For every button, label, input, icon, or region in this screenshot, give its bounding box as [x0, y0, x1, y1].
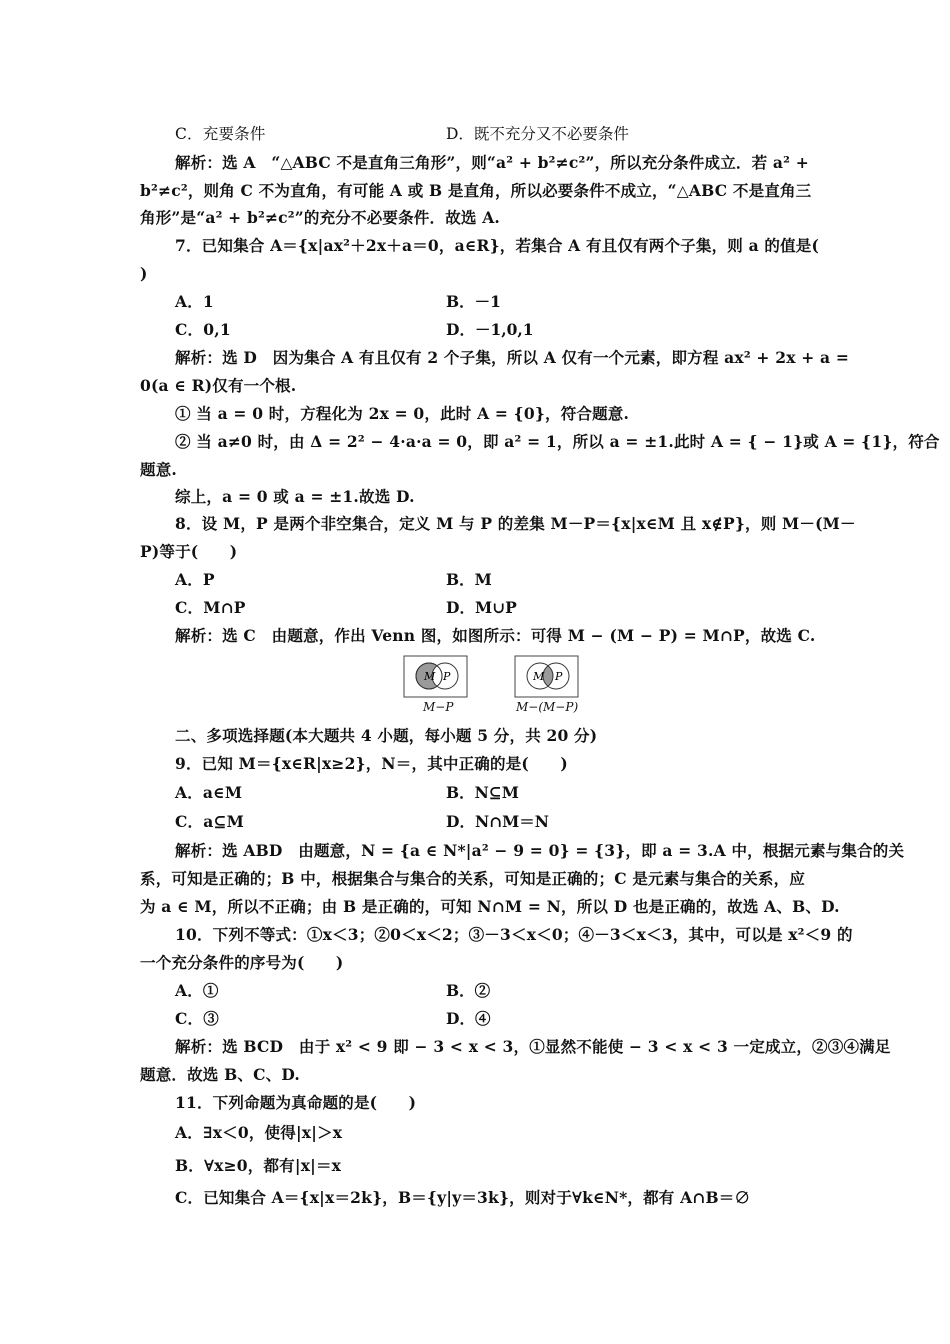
question-10-line-1: 10．下列不等式：①x＜3；②0＜x＜2；③－3＜x＜0；④－3＜x＜3，其中，可以是 x²＜9 的 — [175, 925, 853, 944]
solution-9-line-1: 解析：选 ABD 由题意，N = {a ∈ N*|a² − 9 = 0} = {3}，即 a = 3.A 中，根据元素与集合的关 — [175, 841, 905, 860]
question-10-line-2: 一个充分条件的序号为( ) — [140, 953, 344, 972]
question-8-line-1: 8．设 M，P 是两个非空集合，定义 M 与 P 的差集 M－P＝{x|x∈M 且 x∉P}，则 M－(M－ — [175, 514, 856, 533]
section-heading-multi-choice: 二、多项选择题(本大题共 4 小题，每小题 5 分，共 20 分) — [175, 726, 598, 745]
solution-7-line-1: 解析：选 D 因为集合 A 有且仅有 2 个子集，所以 A 仅有一个元素，即方程 ax² + 2x + a = — [175, 348, 850, 367]
option-7a: A．1 — [175, 292, 214, 311]
option-10d: D．④ — [446, 1009, 491, 1028]
question-8-line-2: P)等于( ) — [140, 542, 238, 561]
option-10c: C．③ — [175, 1009, 219, 1028]
question-7-line-1: 7．已知集合 A＝{x|ax²＋2x＋a＝0，a∈R}，若集合 A 有且仅有两个子集，则 a 的值是( — [175, 236, 820, 255]
solution-9-line-2: 系，可知是正确的；B 中，根据集合与集合的关系，可知是正确的；C 是元素与集合的关系，应 — [140, 869, 806, 888]
option-11c: C．已知集合 A＝{x|x＝2k}，B＝{y|y＝3k}，则对于∀k∈N*，都有 A∩B＝∅ — [175, 1188, 751, 1207]
solution-9-line-3: 为 a ∈ M，所以不正确；由 B 是正确的，可知 N∩M = N，所以 D 也是正确的，故选 A、B、D. — [140, 897, 840, 916]
venn-left-figure — [403, 655, 469, 699]
solution-10-line-2: 题意．故选 B、C、D. — [140, 1065, 301, 1084]
solution-10-line-1: 解析：选 BCD 由于 x² < 9 即 − 3 < x < 3，①显然不能使 − 3 < x < 3 一定成立，②③④满足 — [175, 1037, 891, 1056]
venn-left-m-label: M — [424, 670, 436, 683]
option-11b: B．∀x≥0，都有|x|＝x — [175, 1156, 342, 1175]
option-11a: A．∃x＜0，使得|x|＞x — [175, 1123, 343, 1142]
option-8b: B．M — [446, 570, 492, 589]
option-7b: B．－1 — [446, 292, 501, 311]
option-10b: B．② — [446, 981, 491, 1000]
venn-right-figure — [514, 655, 580, 699]
solution-7-line-6: 综上，a = 0 或 a = ±1.故选 D. — [175, 487, 415, 506]
venn-left-p-label: P — [443, 670, 451, 683]
question-11-line-1: 11．下列命题为真命题的是( ) — [175, 1093, 417, 1112]
solution-7-line-3: ① 当 a = 0 时，方程化为 2x = 0，此时 A = {0}，符合题意. — [175, 404, 630, 423]
venn-right-p-label: P — [555, 670, 563, 683]
option-7c: C．0,1 — [175, 320, 231, 339]
option-8d: D．M∪P — [446, 598, 517, 617]
option-9b: B．N⊆M — [446, 783, 519, 802]
solution-6-line-2: b²≠c²，则角 C 不为直角，有可能 A 或 B 是直角，所以必要条件不成立，“△ABC 不是直角三 — [140, 181, 812, 200]
option-10a: A．① — [175, 981, 219, 1000]
option-7d: D．－1,0,1 — [446, 320, 534, 339]
venn-left-caption: M−P — [423, 700, 454, 714]
option-9a: A．a∈M — [175, 783, 243, 802]
option-6d: D．既不充分又不必要条件 — [446, 125, 629, 143]
venn-right-caption: M−(M−P) — [516, 700, 579, 714]
solution-7-line-2: 0(a ∈ R)仅有一个根. — [140, 376, 297, 395]
option-8c: C．M∩P — [175, 598, 246, 617]
question-9-line-1: 9．已知 M＝{x∈R|x≥2}，N＝，其中正确的是( ) — [175, 754, 568, 773]
solution-6-line-1: 解析：选 A “△ABC 不是直角三角形”，则“a² + b²≠c²”，所以充分条件成立．若 a² + — [175, 153, 809, 172]
question-7-line-2: ) — [140, 264, 148, 283]
venn-diagram-left — [403, 655, 469, 715]
solution-8-line-1: 解析：选 C 由题意，作出 Venn 图，如图所示：可得 M − (M − P) = M∩P，故选 C. — [175, 626, 816, 645]
option-6c: C．充要条件 — [175, 125, 266, 143]
option-8a: A．P — [175, 570, 215, 589]
solution-7-line-4: ② 当 a≠0 时，由 Δ = 2² − 4·a·a = 0，即 a² = 1，所以 a = ±1.此时 A = { − 1}或 A = {1}，符合 — [175, 432, 940, 451]
venn-diagram-right — [514, 655, 580, 715]
option-9d: D．N∩M＝N — [446, 812, 549, 831]
solution-6-line-3: 角形”是“a² + b²≠c²”的充分不必要条件．故选 A. — [140, 208, 501, 227]
option-9c: C．a⊆M — [175, 812, 245, 831]
venn-right-m-label: M — [533, 670, 545, 683]
solution-7-line-5: 题意. — [140, 460, 177, 479]
